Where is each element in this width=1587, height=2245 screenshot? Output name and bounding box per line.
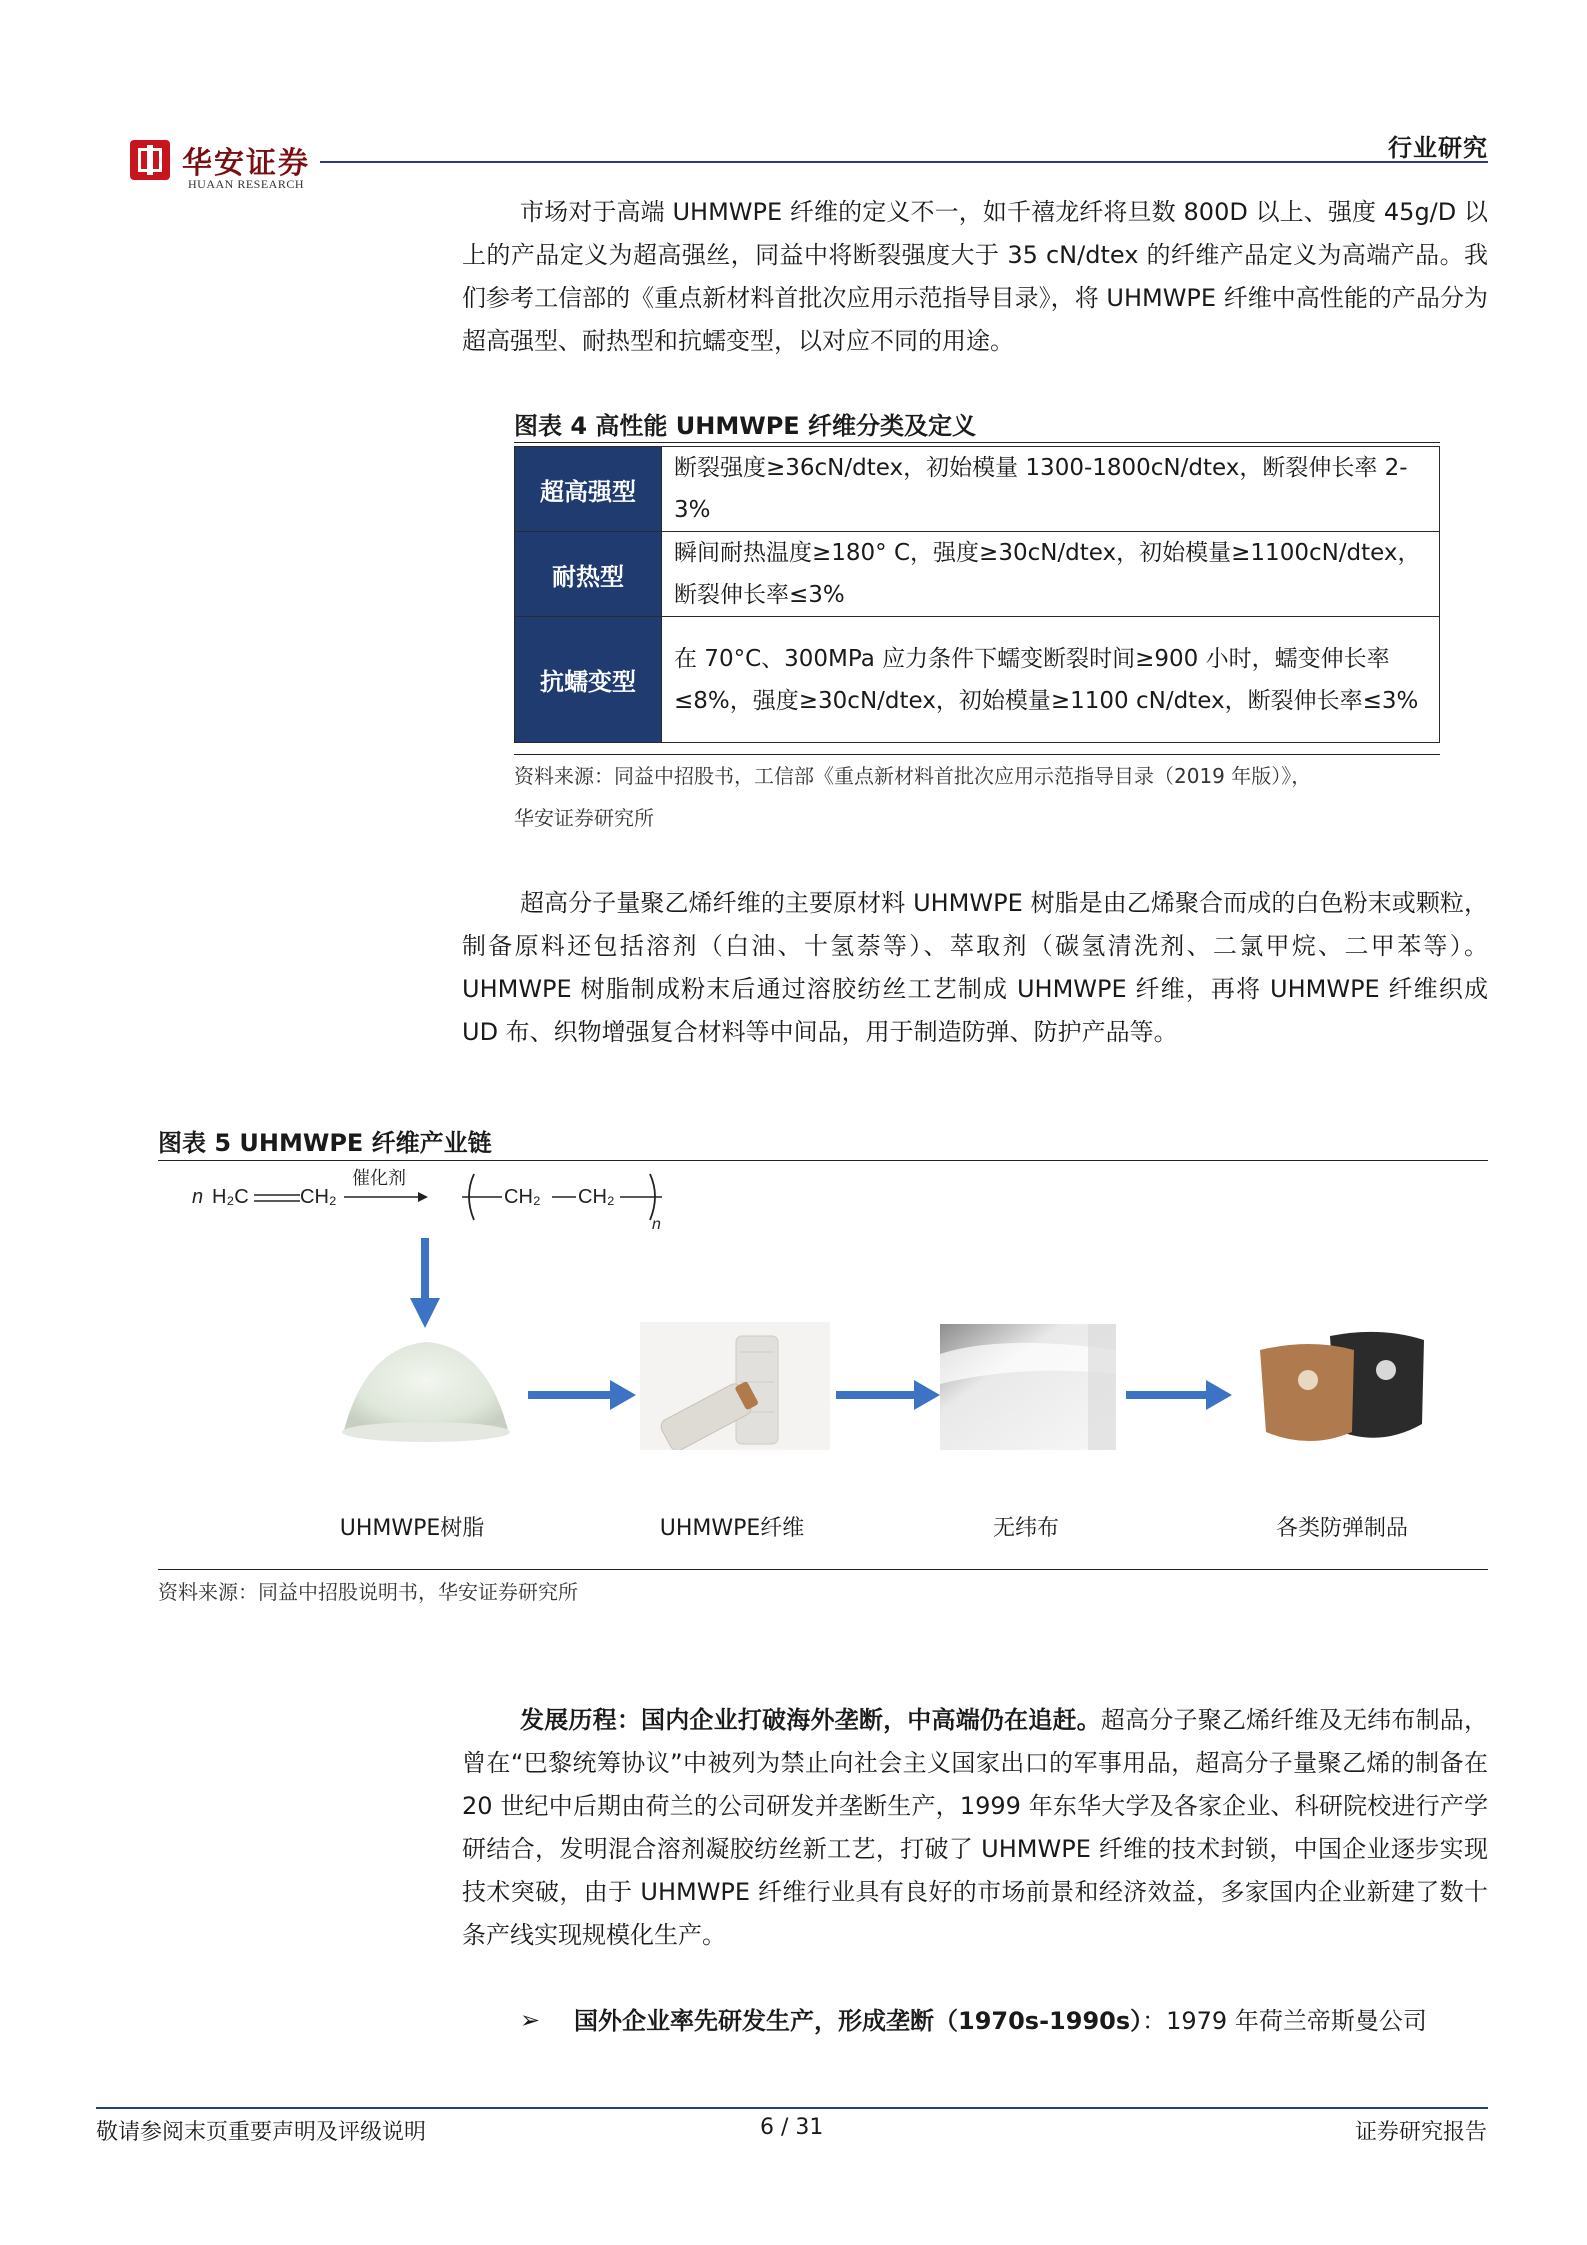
ud-fabric-image — [940, 1324, 1116, 1450]
figure4-source-line1: 资料来源：同益中招股书，工信部《重点新材料首批次应用示范指导目录（2019 年版）》， — [514, 764, 1312, 788]
paragraph-development-history — [462, 1699, 1488, 1957]
table-row — [515, 617, 1440, 743]
footer-report-type: 证券研究报告 — [1354, 2120, 1487, 2145]
figure4-source-line2: 华安证券研究所 — [514, 806, 654, 830]
product-label: 各类防弹制品 — [1275, 1516, 1408, 1541]
figure5-bottom-rule — [158, 1569, 1488, 1570]
reaction-arrow-icon — [344, 1190, 428, 1204]
history-lead: 发展历程：国内企业打破海外垄断，中高端仍在追赶。 — [520, 1706, 1101, 1734]
huaan-logo-icon — [130, 140, 170, 180]
repeat-unit-2: CH₂ — [578, 1186, 615, 1208]
category-cell: 耐热型 — [515, 532, 662, 617]
definition-cell: 断裂强度≥36cN/dtex，初始模量 1300-1800cN/dtex，断裂伸长率 2-3% — [662, 447, 1440, 532]
repeat-unit-1: CH₂ — [504, 1186, 541, 1208]
logo-chinese-name: 华安证券 — [182, 146, 310, 181]
category-cell: 超高强型 — [515, 447, 662, 532]
header-divider — [320, 161, 1488, 163]
right-arrow-icon — [528, 1380, 636, 1410]
category-cell: 抗蠕变型 — [515, 617, 662, 743]
footer-disclaimer: 敬请参阅末页重要声明及评级说明 — [96, 2120, 427, 2145]
product-label: 无纬布 — [992, 1516, 1059, 1541]
down-arrow-icon — [410, 1238, 440, 1328]
page-number: 6 / 31 — [760, 2115, 824, 2140]
table-row — [515, 532, 1440, 617]
logo-english-name: HUAAN RESEARCH — [188, 177, 305, 191]
catalyst-label: 催化剂 — [352, 1168, 406, 1188]
bullet-bold: 国外企业率先研发生产，形成垄断（1970s-1990s） — [574, 2007, 1143, 2035]
bullet-arrow-icon: ➢ — [520, 2006, 541, 2034]
figure5-top-rule — [158, 1160, 1488, 1161]
monomer-left: H₂C — [212, 1186, 249, 1208]
monomer-right: CH₂ — [300, 1186, 337, 1208]
ballistic-plates-image — [1252, 1322, 1432, 1452]
right-arrow-icon — [1126, 1380, 1232, 1410]
footer-divider — [96, 2107, 1488, 2109]
figure4-top-rule — [514, 442, 1440, 443]
history-body: 超高分子聚乙烯纤维及无纬布制品，曾在“巴黎统筹协议”中被列为禁止向社会主义国家出口的军事用品，超高分子量聚乙烯的制备在 20 世纪中后期由荷兰的公司研发并垄断生产，1999 年东华大学及各家企业、科研院校进行产学研结合，发明混合溶剂凝胶纺丝新工艺，打破了 UHMWPE 纤维的技术封锁，中国企业逐步实现技术突破，由于 UHMWPE 纤维行业具有良好的市场前景和经济效益，多家国内企业新建了数十条产线实现规模化生产。 — [462, 1706, 1488, 1949]
figure5-source: 资料来源：同益中招股说明书，华安证券研究所 — [158, 1580, 578, 1604]
double-bond-icon — [254, 1190, 300, 1206]
right-arrow-icon — [836, 1380, 940, 1410]
bullet-item — [574, 2001, 1488, 2041]
definition-cell: 瞬间耐热温度≥180° C，强度≥30cN/dtex，初始模量≥1100cN/dtex，断裂伸长率≤3% — [662, 532, 1440, 617]
resin-powder-image — [336, 1318, 516, 1448]
product-label: UHMWPE纤维 — [659, 1516, 805, 1541]
paragraph-high-end-definition: 市场对于高端 UHMWPE 纤维的定义不一，如千禧龙纤将旦数 800D 以上、强度 45g/D 以上的产品定义为超高强丝，同益中将断裂强度大于 35 cN/dtex 的纤维产品定义为高端产品。我们参考工信部的《重点新材料首批次应用示范指导目录》，将 UHMWPE 纤维中高性能的产品分为超高强型、耐热型和抗蠕变型，以对应不同的用途。 — [462, 198, 1488, 355]
product-label: UHMWPE树脂 — [339, 1516, 485, 1541]
paragraph-raw-materials: 超高分子量聚乙烯纤维的主要原材料 UHMWPE 树脂是由乙烯聚合而成的白色粉末或颗粒，制备原料还包括溶剂（白油、十氢萘等）、萃取剂（碳氢清洗剂、二氯甲烷、二甲苯等）。UHMWPE 树脂制成粉末后通过溶胶纺丝工艺制成 UHMWPE 纤维，再将 UHMWPE 纤维织成 UD 布、织物增强复合材料等中间品，用于制造防弹、防护产品等。 — [462, 889, 1488, 1046]
definition-cell: 在 70°C、300MPa 应力条件下蠕变断裂时间≥900 小时，蠕变伸长率≤8%，强度≥30cN/dtex，初始模量≥1100 cN/dtex，断裂伸长率≤3% — [662, 617, 1440, 743]
section-label: 行业研究 — [1388, 134, 1488, 162]
figure4-title: 图表 4 高性能 UHMWPE 纤维分类及定义 — [514, 412, 977, 440]
reaction-n-right: n — [652, 1216, 661, 1233]
fiber-spool-image — [640, 1322, 830, 1450]
bullet-rest: ：1979 年荷兰帝斯曼公司 — [1142, 2007, 1427, 2035]
reaction-n-left: n — [192, 1186, 204, 1208]
figure4-table — [514, 446, 1440, 743]
polymer-chain-icon — [462, 1170, 672, 1230]
figure5-title: 图表 5 UHMWPE 纤维产业链 — [158, 1129, 492, 1157]
table-row — [515, 447, 1440, 532]
